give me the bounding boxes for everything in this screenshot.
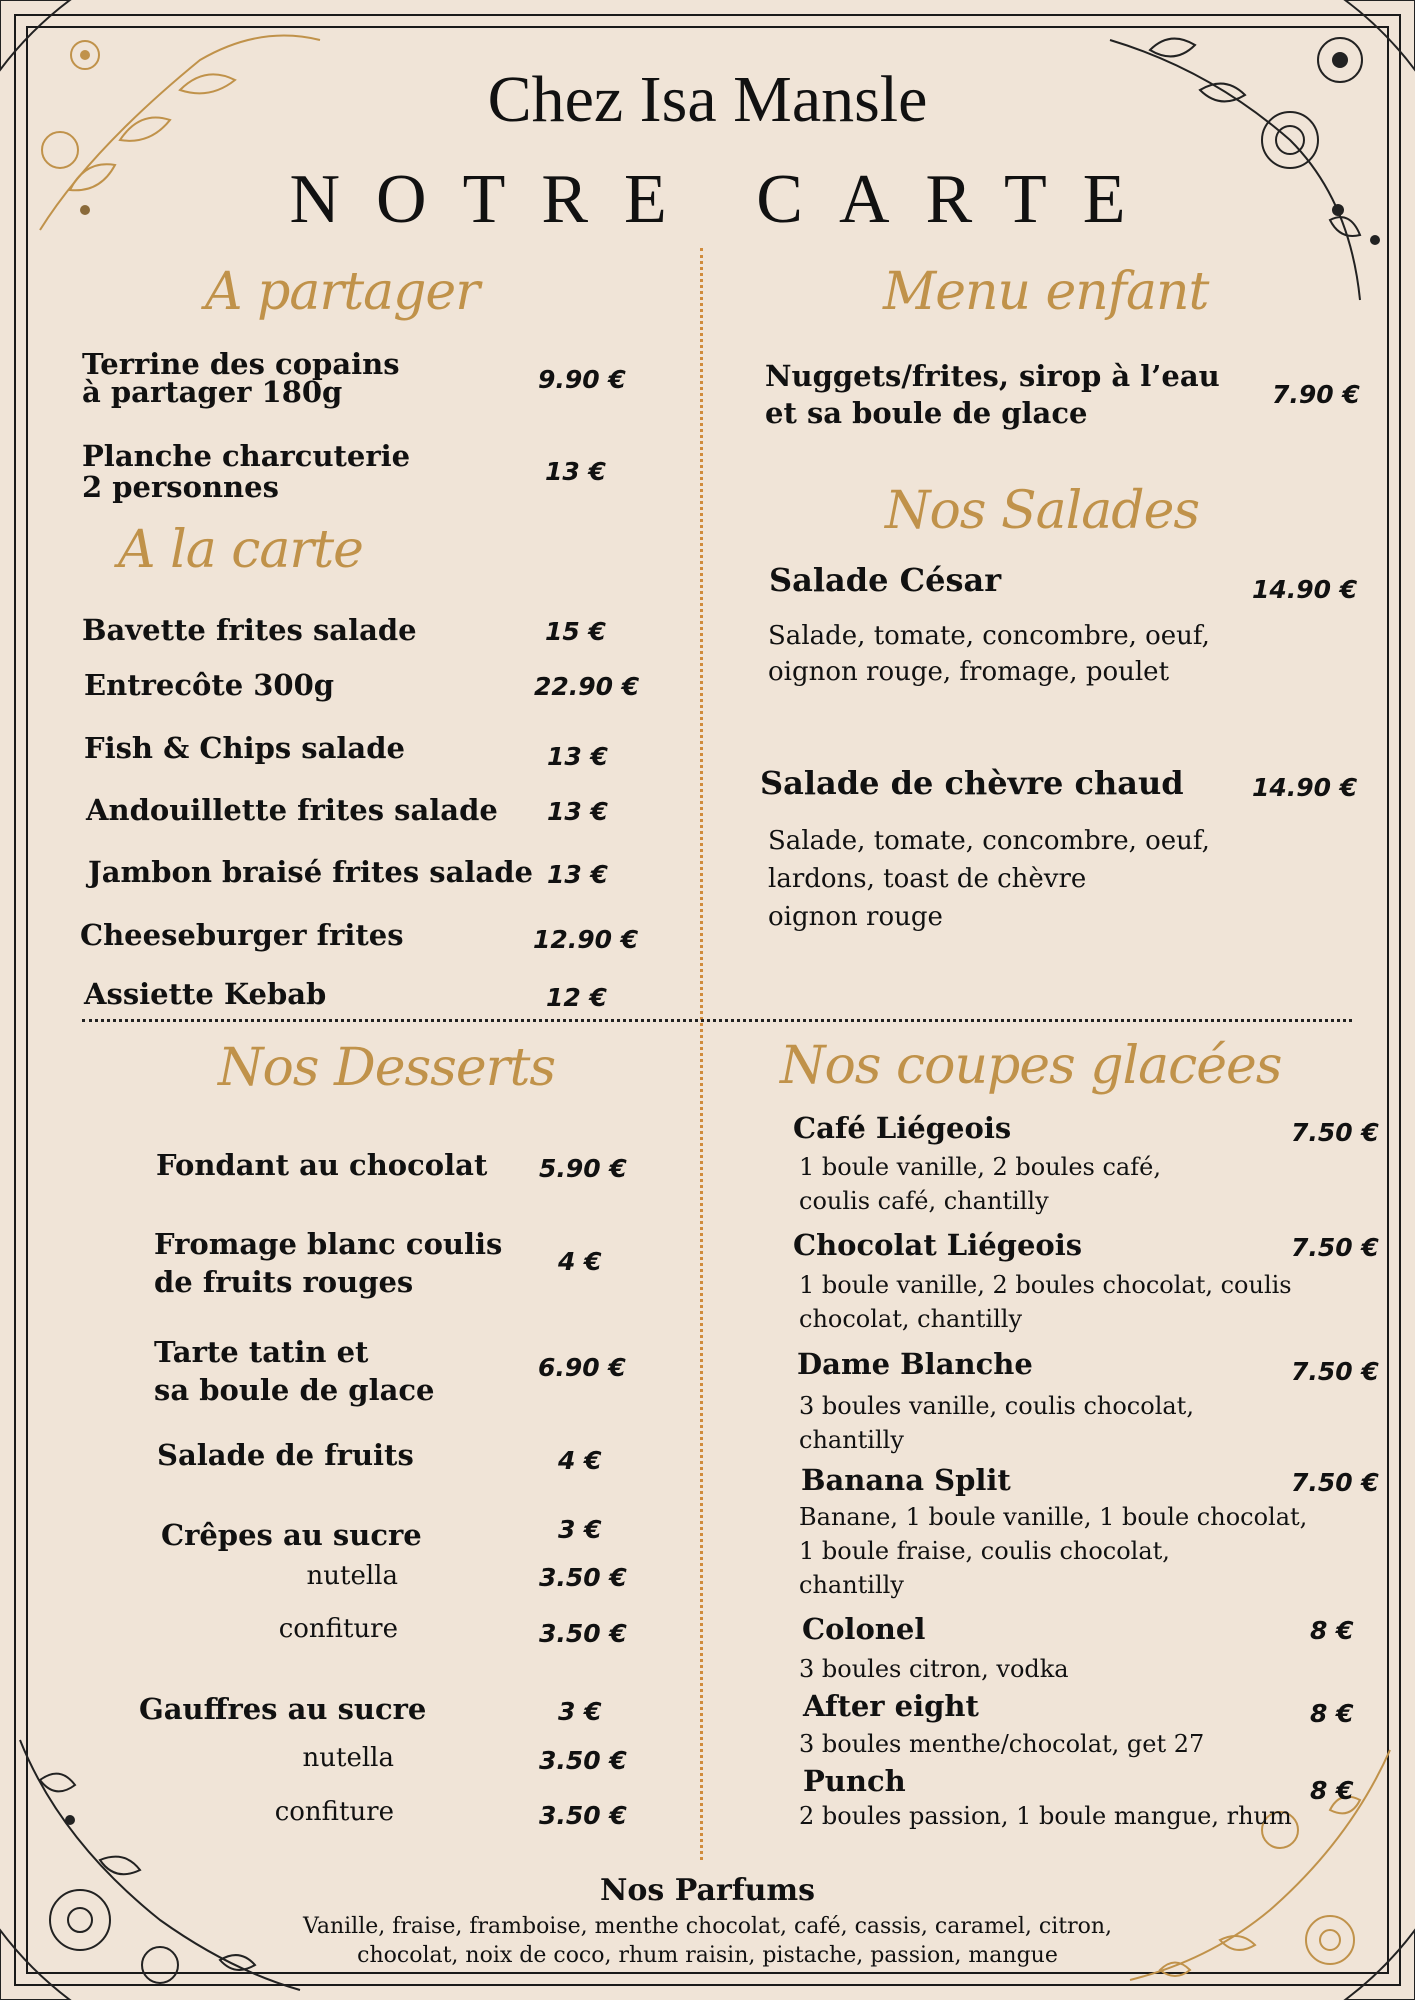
price-fish-chips: 13 € <box>547 742 608 771</box>
price-gauffres: 3 € <box>558 1697 602 1726</box>
menu-item-salade-fruits: Salade de fruits <box>157 1438 414 1472</box>
menu-item-punch: Punch <box>803 1764 906 1798</box>
price-salade-chevre: 14.90 € <box>1252 773 1358 802</box>
menu-item-dame-blanche: Dame Blanche <box>797 1347 1033 1381</box>
restaurant-name: Chez Isa Mansle <box>487 63 928 136</box>
price-dame-blanche: 7.50 € <box>1291 1357 1379 1386</box>
menu-item-salade-chevre: Salade de chèvre chaud <box>760 764 1184 802</box>
section-heading-a-partager: A partager <box>205 262 480 322</box>
price-gauffres-nutella: 3.50 € <box>539 1746 627 1775</box>
menu-item-terrine: Terrine des copains à partager 180g <box>82 347 400 409</box>
description-salade-cesar: Salade, tomate, concombre, oeuf, oignon rouge, fromage, poulet <box>768 621 1210 687</box>
price-after-eight: 8 € <box>1310 1699 1354 1728</box>
price-salade-fruits: 4 € <box>558 1446 602 1475</box>
option-gauffres-confiture: confiture <box>274 1797 394 1827</box>
option-crepes-nutella: nutella <box>306 1561 398 1591</box>
menu-item-jambon: Jambon braisé frites salade <box>88 855 533 889</box>
menu-item-fish-chips: Fish & Chips salade <box>84 731 405 765</box>
menu-item-nuggets: Nuggets/frites, sirop à l’eau et sa boule de glace <box>765 359 1220 430</box>
menu-item-fromage-blanc: Fromage blanc coulis de fruits rouges <box>154 1227 503 1299</box>
menu-item-tarte-tatin: Tarte tatin et sa boule de glace <box>154 1335 435 1407</box>
price-crepes-nutella: 3.50 € <box>539 1563 627 1592</box>
description-banana-split: Banane, 1 boule vanille, 1 boule chocolat, 1 boule fraise, coulis chocolat, chantilly <box>799 1503 1308 1599</box>
price-salade-cesar: 14.90 € <box>1252 575 1358 604</box>
menu-item-entrecote: Entrecôte 300g <box>84 668 335 702</box>
price-bavette: 15 € <box>545 617 606 646</box>
horizontal-divider <box>82 1019 1352 1022</box>
menu-item-crepes: Crêpes au sucre <box>161 1518 422 1552</box>
vertical-divider <box>700 248 703 1860</box>
menu-item-cheeseburger: Cheeseburger frites <box>80 918 404 952</box>
price-fondant: 5.90 € <box>539 1154 627 1183</box>
price-tarte-tatin: 6.90 € <box>538 1353 626 1382</box>
menu-item-planche: Planche charcuterie 2 personnes <box>82 439 411 504</box>
menu-item-gauffres: Gauffres au sucre <box>139 1692 427 1726</box>
menu-item-andouillette: Andouillette frites salade <box>86 793 498 827</box>
price-banana-split: 7.50 € <box>1291 1468 1379 1497</box>
price-jambon: 13 € <box>547 860 608 889</box>
price-chocolat-liegeois: 7.50 € <box>1291 1233 1379 1262</box>
flavours-list: Vanille, fraise, framboise, menthe chocolat, café, cassis, caramel, citron, chocolat, noix de coco, rhum raisin, pistache, passion, mangue <box>302 1914 1113 1968</box>
menu-item-cafe-liegeois: Café Liégeois <box>793 1111 1012 1145</box>
flavours-heading: Nos Parfums <box>599 1873 816 1908</box>
section-heading-menu-enfant: Menu enfant <box>883 262 1209 322</box>
menu-item-chocolat-liegeois: Chocolat Liégeois <box>793 1228 1083 1262</box>
price-andouillette: 13 € <box>547 797 608 826</box>
description-punch: 2 boules passion, 1 boule mangue, rhum <box>799 1802 1292 1830</box>
price-entrecote: 22.90 € <box>534 672 640 701</box>
description-chocolat-liegeois: 1 boule vanille, 2 boules chocolat, coulis chocolat, chantilly <box>799 1271 1292 1333</box>
menu-item-fondant: Fondant au chocolat <box>156 1148 488 1182</box>
option-gauffres-nutella: nutella <box>302 1743 394 1773</box>
description-colonel: 3 boules citron, vodka <box>799 1655 1069 1683</box>
price-colonel: 8 € <box>1310 1616 1354 1645</box>
description-dame-blanche: 3 boules vanille, coulis chocolat, chantilly <box>799 1392 1194 1454</box>
price-terrine: 9.90 € <box>538 365 626 394</box>
description-after-eight: 3 boules menthe/chocolat, get 27 <box>799 1730 1205 1758</box>
section-heading-salades: Nos Salades <box>885 481 1200 541</box>
description-salade-chevre: Salade, tomate, concombre, oeuf, lardons, toast de chèvre oignon rouge <box>768 826 1210 932</box>
price-kebab: 12 € <box>546 983 607 1012</box>
description-cafe-liegeois: 1 boule vanille, 2 boules café, coulis café, chantilly <box>799 1153 1161 1215</box>
price-punch: 8 € <box>1310 1776 1354 1805</box>
menu-item-banana-split: Banana Split <box>801 1463 1011 1497</box>
section-heading-coupes: Nos coupes glacées <box>780 1036 1282 1096</box>
menu-item-after-eight: After eight <box>803 1689 979 1723</box>
menu-item-salade-cesar: Salade César <box>769 561 1002 599</box>
section-heading-a-la-carte: A la carte <box>118 520 363 580</box>
section-heading-desserts: Nos Desserts <box>218 1038 556 1098</box>
price-crepes-confiture: 3.50 € <box>539 1619 627 1648</box>
price-nuggets: 7.90 € <box>1272 380 1360 409</box>
option-crepes-confiture: confiture <box>278 1614 398 1644</box>
price-cheeseburger: 12.90 € <box>533 925 639 954</box>
price-cafe-liegeois: 7.50 € <box>1291 1118 1379 1147</box>
menu-item-kebab: Assiette Kebab <box>84 977 327 1011</box>
price-planche: 13 € <box>545 457 606 486</box>
price-gauffres-confiture: 3.50 € <box>539 1801 627 1830</box>
menu-item-colonel: Colonel <box>802 1612 926 1646</box>
price-fromage-blanc: 4 € <box>558 1247 602 1276</box>
page-title: NOTRE CARTE <box>289 161 1162 238</box>
price-crepes: 3 € <box>558 1515 602 1544</box>
menu-item-bavette: Bavette frites salade <box>82 613 417 647</box>
